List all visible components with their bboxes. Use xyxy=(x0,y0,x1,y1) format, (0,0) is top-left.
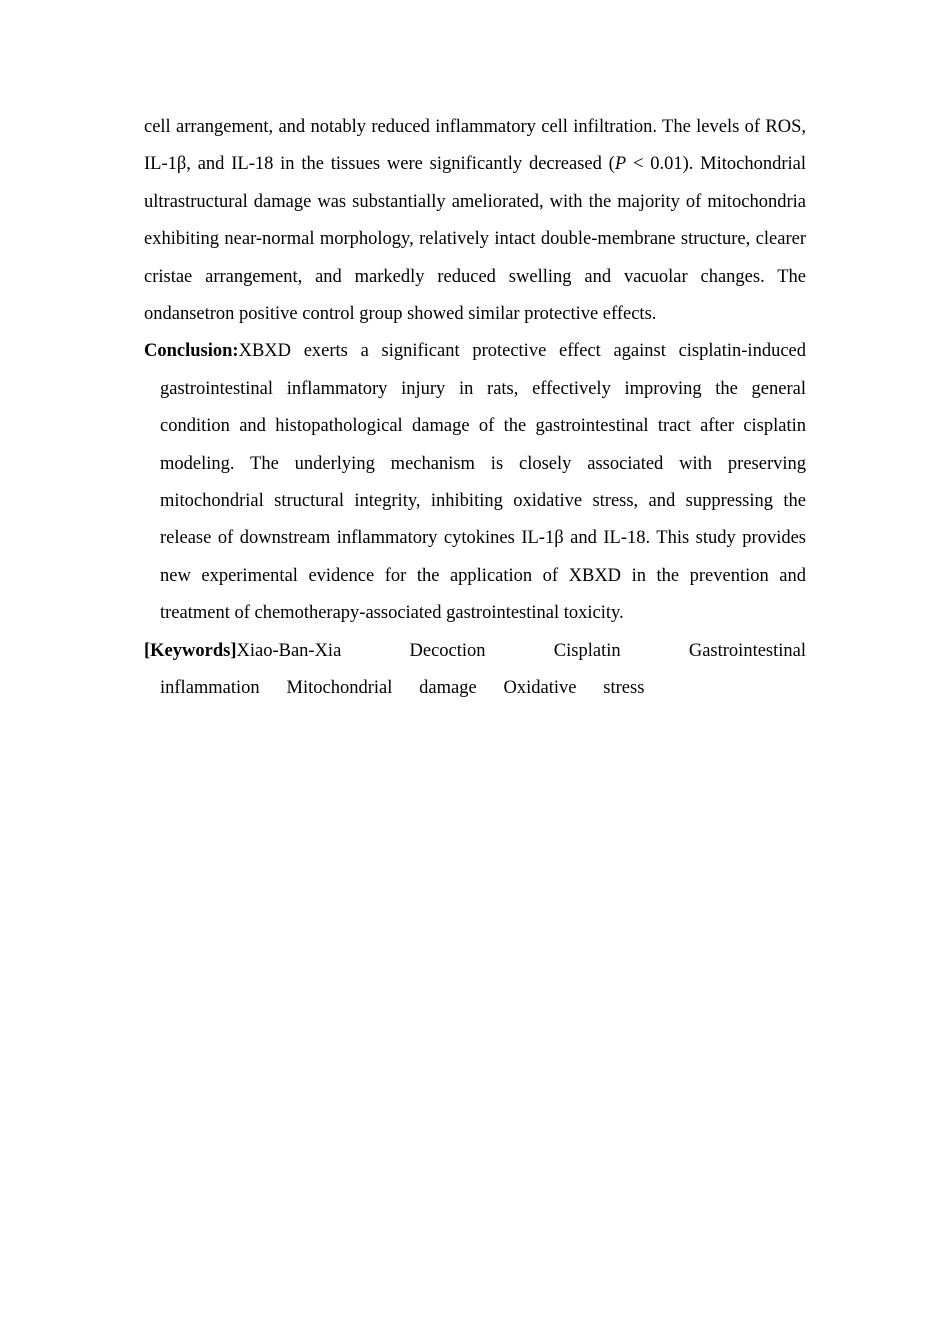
results-text-part1: cell arrangement, and notably reduced inflammatory cell infiltration. The levels of ROS, IL-1β, and IL-18 in the tissues were significantly decreased ( xyxy=(144,117,806,175)
keywords-label: [Keywords] xyxy=(144,640,237,661)
results-paragraph xyxy=(144,109,806,333)
abstract-page xyxy=(144,109,806,708)
conclusion-text: XBXD exerts a significant protective effect against cisplatin-induced gastrointestinal inflammatory injury in rats, effectively improving the general condition and histopathological damage of the gastrointestinal tract after cisplatin modeling. The underlying mechanism is closely associated with preserving mitochondrial structural integrity, inhibiting oxidative stress, and suppressing the release of downstream inflammatory cytokines IL-1β and IL-18. This study provides new experimental evidence for the application of XBXD in the prevention and treatment of chemotherapy-associated gastrointestinal toxicity. xyxy=(160,341,806,624)
keywords-text: Xiao-Ban-Xia Decoction Cisplatin Gastrointestinal inflammation Mitochondrial damage Oxidative stress xyxy=(160,640,806,699)
results-text-part2: < 0.01). Mitochondrial ultrastructural damage was substantially ameliorated, with the majority of mitochondria exhibiting near-normal morphology, relatively intact double-membrane structure, clearer cristae arrangement, and markedly reduced swelling and vacuolar changes. The ondansetron positive control group showed similar protective effects. xyxy=(144,154,807,325)
keywords-paragraph xyxy=(144,633,806,708)
conclusion-label: Conclusion: xyxy=(144,341,239,362)
conclusion-paragraph xyxy=(144,333,806,632)
p-value-symbol: P xyxy=(614,154,627,175)
